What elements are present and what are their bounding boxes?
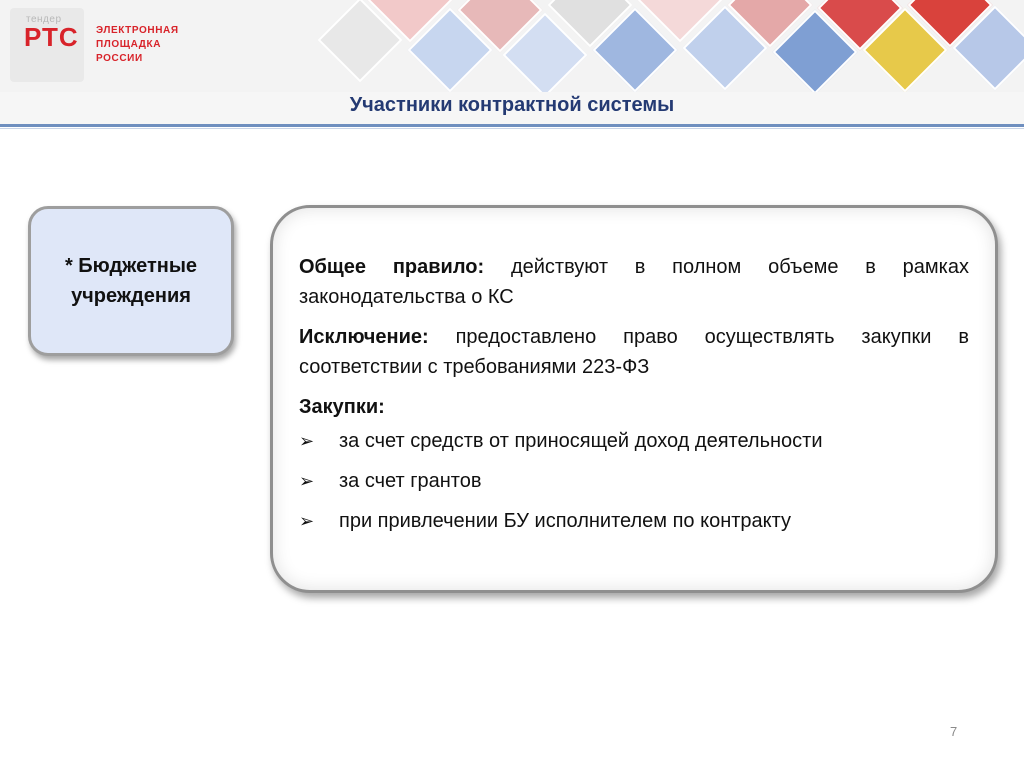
budget-institutions-box <box>28 206 234 356</box>
decorative-pattern <box>270 0 1024 92</box>
rules-content <box>299 252 969 546</box>
general-rule-text: действуют в полном объеме в рамках законодательства о КС <box>299 256 969 308</box>
arrowhead-bullet-icon: ➢ <box>299 511 315 531</box>
arrowhead-bullet-icon: ➢ <box>299 431 315 451</box>
list-item <box>299 466 969 496</box>
exception-text: предоставлено право осуществлять закупки в соответствии с требованиями 223-ФЗ <box>299 326 969 378</box>
general-rule-label: Общее правило: <box>299 256 485 278</box>
logo-caption-line: ПЛОЩАДКА <box>96 39 162 50</box>
exception-paragraph <box>299 322 969 382</box>
budget-institutions-label: * Бюджетные учреждения <box>64 255 198 307</box>
logo <box>10 8 84 82</box>
header <box>0 0 1024 92</box>
list-item-text: за счет средств от приносящей доход деятельности <box>339 430 823 452</box>
list-item <box>299 426 969 456</box>
logo-caption <box>96 24 179 66</box>
purchases-heading: Закупки: <box>299 396 385 418</box>
logo-caption-line: ЭЛЕКТРОННАЯ <box>96 25 179 36</box>
logo-caption-line: РОССИИ <box>96 53 143 64</box>
arrowhead-bullet-icon: ➢ <box>299 471 315 491</box>
list-item <box>299 506 969 536</box>
logo-main-text: РТС <box>24 22 79 52</box>
page-number: 7 <box>950 724 958 739</box>
list-item-text: за счет грантов <box>339 470 482 492</box>
title-divider-thin <box>0 128 1024 129</box>
title-divider <box>0 124 1024 127</box>
page-title: Участники контрактной системы <box>349 94 675 116</box>
general-rule-paragraph <box>299 252 969 312</box>
rules-box <box>270 205 998 593</box>
logo-small-text: тендер <box>26 14 62 25</box>
exception-label: Исключение: <box>299 326 429 348</box>
list-item-text: при привлечении БУ исполнителем по контракту <box>339 510 792 532</box>
